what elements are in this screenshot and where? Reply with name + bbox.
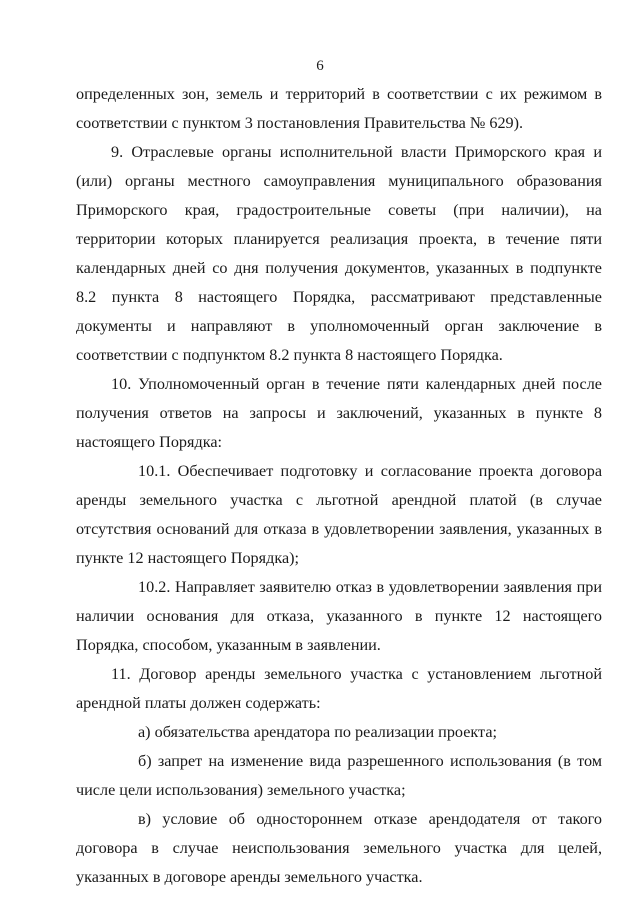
- paragraph-11-c: в) условие об одностороннем отказе арендодателя от такого договора в случае неиспользования земельного участка для целей, указанных в договоре аренды земельного участка.: [76, 810, 602, 886]
- paragraph-10: 10. Уполномоченный орган в течение пяти календарных дней после получения ответов на запросы и заключений, указанных в пункте 8 настоящего Порядка:: [76, 375, 602, 451]
- page-number: 6: [316, 58, 324, 74]
- paragraph-continuation: определенных зон, земель и территорий в соответствии с их режимом в соответствии с пунктом 3 постановления Правительства № 629).: [76, 85, 602, 132]
- paragraph-9: 9. Отраслевые органы исполнительной власти Приморского края и (или) органы местного самоуправления муниципального образования Приморского края, градостроительные советы (при наличии), на территории которых планируется реализация проекта, в течение пяти календарных дней со дня получения документов, указанных в подпункте 8.2 пункта 8 настоящего Порядка, рассматривают представленные документы и направляют в уполномоченный орган заключение в соответствии с подпунктом 8.2 пункта 8 настоящего Порядка.: [76, 143, 602, 364]
- paragraph-10-2: 10.2. Направляет заявителю отказ в удовлетворении заявления при наличии основания для отказа, указанного в пункте 12 настоящего Порядка, способом, указанным в заявлении.: [76, 578, 602, 654]
- paragraph-11-a: а) обязательства арендатора по реализации проекта;: [138, 723, 498, 741]
- paragraph-11: 11. Договор аренды земельного участка с установлением льготной арендной платы должен содержать:: [76, 665, 602, 712]
- paragraph-10-1: 10.1. Обеспечивает подготовку и согласование проекта договора аренды земельного участка с льготной арендной платой (в случае отсутствия оснований для отказа в удовлетворении заявления, указанных в пункте 12 настоящего Порядка);: [76, 462, 602, 567]
- paragraph-11-b: б) запрет на изменение вида разрешенного использования (в том числе цели использования) земельного участка;: [76, 752, 602, 799]
- document-body: [76, 80, 602, 892]
